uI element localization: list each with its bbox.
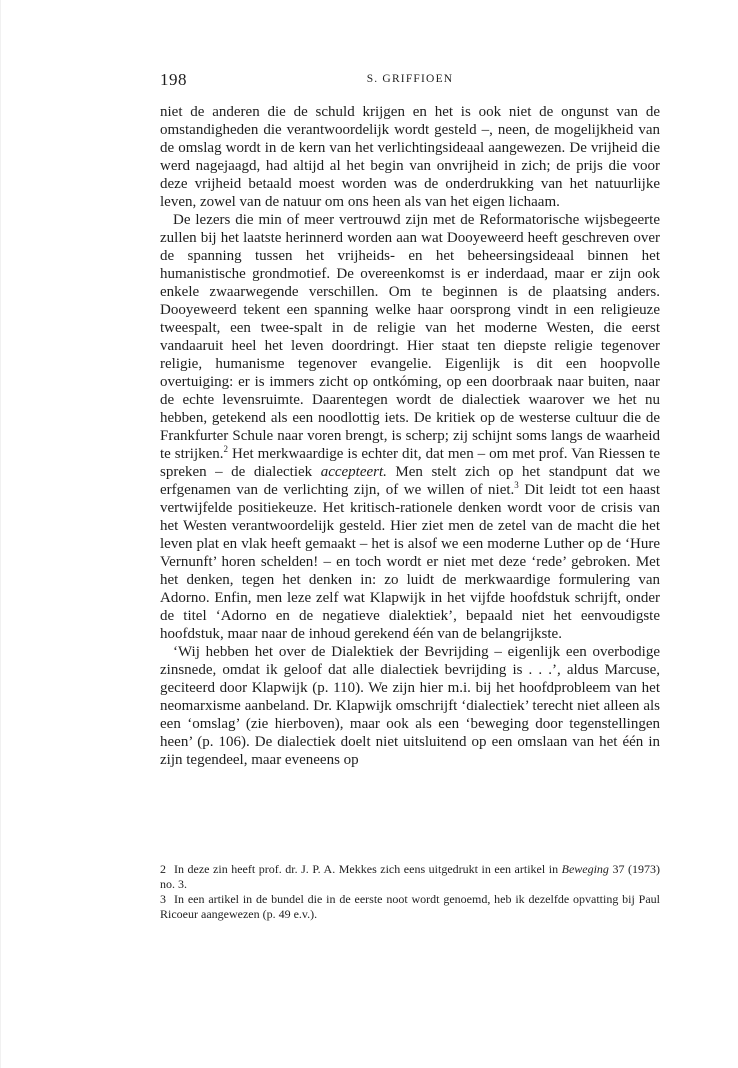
page-header xyxy=(160,70,660,90)
footnote-3 xyxy=(160,892,660,922)
body-text xyxy=(160,103,660,769)
paragraph-2-emphasis: accepteert. xyxy=(320,464,387,480)
paragraph-2-text-d: Dit leidt tot een haast vertwijfelde positiekeuze. Het kritisch-rationele denken wordt voor de crisis van het Westen verantwoordelijk gesteld. Hier ziet men de zetel van de macht die het leven plat en vlak heeft gemaakt – het is alsof we een moderne Luther op de ‘Hure Vernunft’ horen schelden! – en toch wordt er niet met deze ‘rede’ gebroken. Met het denken, tegen het denken in: zo luidt de merkwaardige formulering van Adorno. Enfin, men leze zelf wat Klapwijk in het vijfde hoofdstuk schrijft, onder de titel ‘Adorno en de negatieve dialektiek’, bepaald niet het eenvoudigste hoofdstuk, maar naar de inhoud gerekend één van de belangrijkste. xyxy=(160,482,660,642)
footnotes xyxy=(160,862,660,922)
footnote-2-text-a: In deze zin heeft prof. dr. J. P. A. Mekkes zich eens uitgedrukt in een artikel in xyxy=(174,862,562,876)
footnote-ref-2: 2 xyxy=(223,444,229,454)
running-head: S. GRIFFIOEN xyxy=(366,73,454,85)
footnote-3-number: 3 xyxy=(160,892,166,906)
footnote-2 xyxy=(160,862,660,892)
footnote-ref-3: 3 xyxy=(514,480,519,490)
paragraph-2-text-b: Het merkwaardige is echter dit, dat men – om met prof. Van Riessen te spreken – de dialectiek xyxy=(160,446,660,480)
footnote-2-number: 2 xyxy=(160,862,166,876)
paragraph-2-text-a: De lezers die min of meer vertrouwd zijn met de Reformatorische wijsbegeerte zullen bij het laatste herinnerd worden aan wat Dooyeweerd heeft geschreven over de spanning tussen het vrijheids- en het beheersingsideaal binnen het humanistische grondmotief. De overeenkomst is er inderdaad, maar er zijn ook enkele zwaarwegende verschillen. Om te beginnen is de plaatsing anders. Dooyeweerd tekent een spanning welke haar oorsprong vindt in een religieuze tweespalt, een twee-spalt in de religie van het moderne Westen, die eerst vandaaruit heel het leven doordringt. Hier staat ten diepste religie tegenover religie, humanisme tegenover evangelie. Eigenlijk is dit een hoopvolle overtuiging: er is immers zicht op ontkóming, op een doorbraak naar buiten, naar de echte levensruimte. Daarentegen wordt de dialectiek waarover we het nu hebben, getekend als een noodlottig iets. De kritiek op de westerse cultuur die de Frankfurter Schule naar voren brengt, is scherp; zij schijnt soms langs de waarheid te strijken. xyxy=(160,212,660,462)
paragraph-2-text-c: Men stelt zich op het standpunt dat we erfgenamen van de verlichting zijn, of we willen of niet. xyxy=(160,464,660,498)
paragraph-3: ‘Wij hebben het over de Dialektiek der Bevrijding – eigenlijk een overbodige zinsnede, omdat ik geloof dat alle dialectiek bevrijding is . . .’, aldus Marcuse, geciteerd door Klapwijk (p. 110). We zijn hier m.i. bij het hoofdprobleem van het neomarxisme aanbeland. Dr. Klapwijk omschrijft ‘dialectiek’ terecht niet alleen als een ‘omslag’ (zie hierboven), maar ook als een ‘beweging door tegenstellingen heen’ (p. 106). De dialectiek doelt niet uitsluitend op een omslaan van het één in zijn tegendeel, maar eveneens op xyxy=(160,644,660,768)
page-number: 198 xyxy=(160,70,187,89)
footnote-2-text-b: 37 (1973) no. 3. xyxy=(160,862,660,891)
paragraph-1: niet de anderen die de schuld krijgen en het is ook niet de ongunst van de omstandigheden die verantwoordelijk wordt gesteld –, neen, de mogelijkheid van de omslag wordt in de kern van het verlichtingsideaal aangewezen. De vrijheid die werd nagejaagd, had altijd al het begin van onvrijheid in zich; de prijs die voor deze vrijheid betaald moest worden was de onderdrukking van het natuurlijke leven, zowel van de natuur om ons heen als van het eigen lichaam. xyxy=(160,104,660,210)
footnote-3-text: In een artikel in de bundel die in de eerste noot wordt genoemd, heb ik dezelfde opvatting bij Paul Ricoeur aangewezen (p. 49 e.v.). xyxy=(160,892,660,921)
footnote-2-journal: Beweging xyxy=(561,862,609,876)
paragraph-2 xyxy=(160,211,660,643)
